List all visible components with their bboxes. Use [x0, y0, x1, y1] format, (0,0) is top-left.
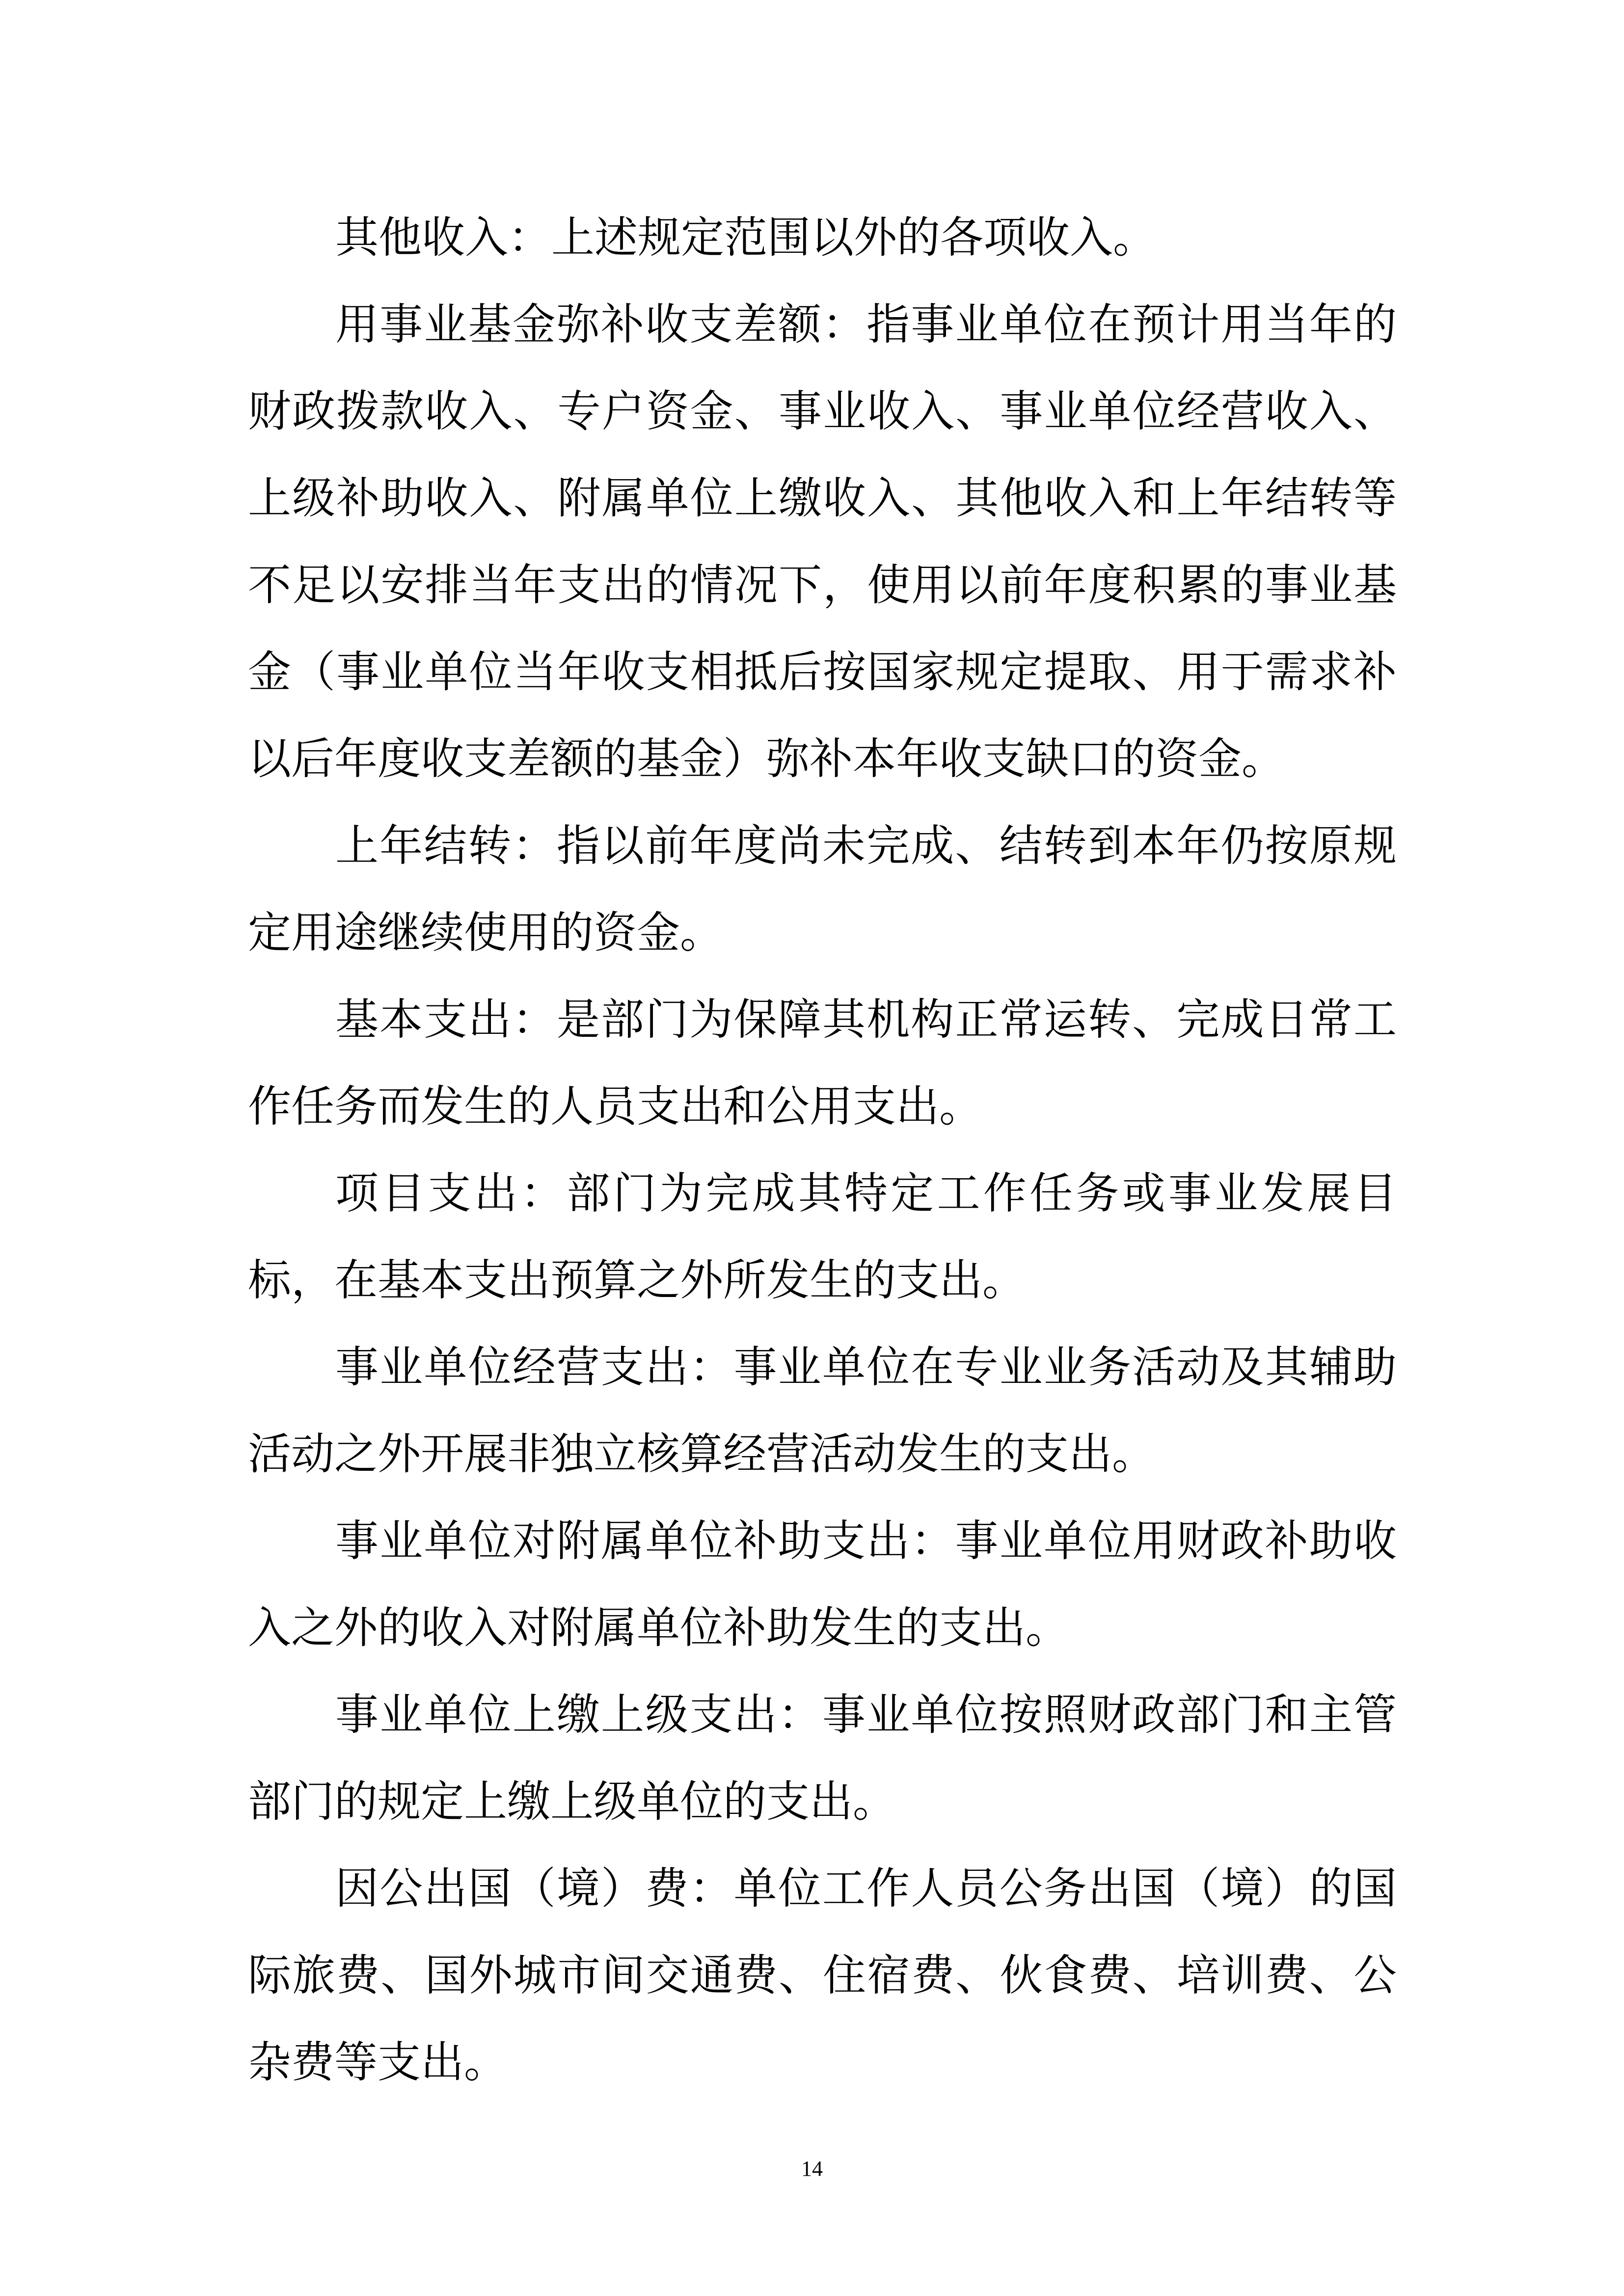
- paragraph-upper-level-remittance: 事业单位上缴上级支出：事业单位按照财政部门和主管部门的规定上缴上级单位的支出。: [248, 1689, 1397, 1827]
- paragraph-prior-year-carryover: 上年结转：指以前年度尚未完成、结转到本年仍按原规定用途继续使用的资金。: [248, 820, 1397, 958]
- body-text: [248, 194, 1397, 2106]
- paragraph-basic-expenditure: 基本支出：是部门为保障其机构正常运转、完成日常工作任务而发生的人员支出和公用支出。: [248, 994, 1397, 1132]
- paragraph-business-fund-offset: 用事业基金弥补收支差额：指事业单位在预计用当年的财政拨款收入、专户资金、事业收入、事业单位经营收入、上级补助收入、附属单位上缴收入、其他收入和上年结转等不足以安排当年支出的情况下，使用以前年度积累的事业基金（事业单位当年收支相抵后按国家规定提取、用于需求补以后年度收支差额的基金）弥补本年收支缺口的资金。: [248, 299, 1397, 784]
- paragraph-subsidiary-subsidy: 事业单位对附属单位补助支出：事业单位用财政补助收入之外的收入对附属单位补助发生的支出。: [248, 1515, 1397, 1653]
- paragraph-operating-expenditure: 事业单位经营支出：事业单位在专业业务活动及其辅助活动之外开展非独立核算经营活动发生的支出。: [248, 1342, 1397, 1479]
- page-number: 14: [801, 2157, 823, 2181]
- paragraph-other-income: 其他收入：上述规定范围以外的各项收入。: [335, 212, 1157, 263]
- paragraph-overseas-travel-expense: 因公出国（境）费：单位工作人员公务出国（境）的国际旅费、国外城市间交通费、住宿费、伙食费、培训费、公杂费等支出。: [248, 1863, 1397, 2087]
- paragraph-project-expenditure: 项目支出：部门为完成其特定工作任务或事业发展目标，在基本支出预算之外所发生的支出。: [248, 1168, 1397, 1305]
